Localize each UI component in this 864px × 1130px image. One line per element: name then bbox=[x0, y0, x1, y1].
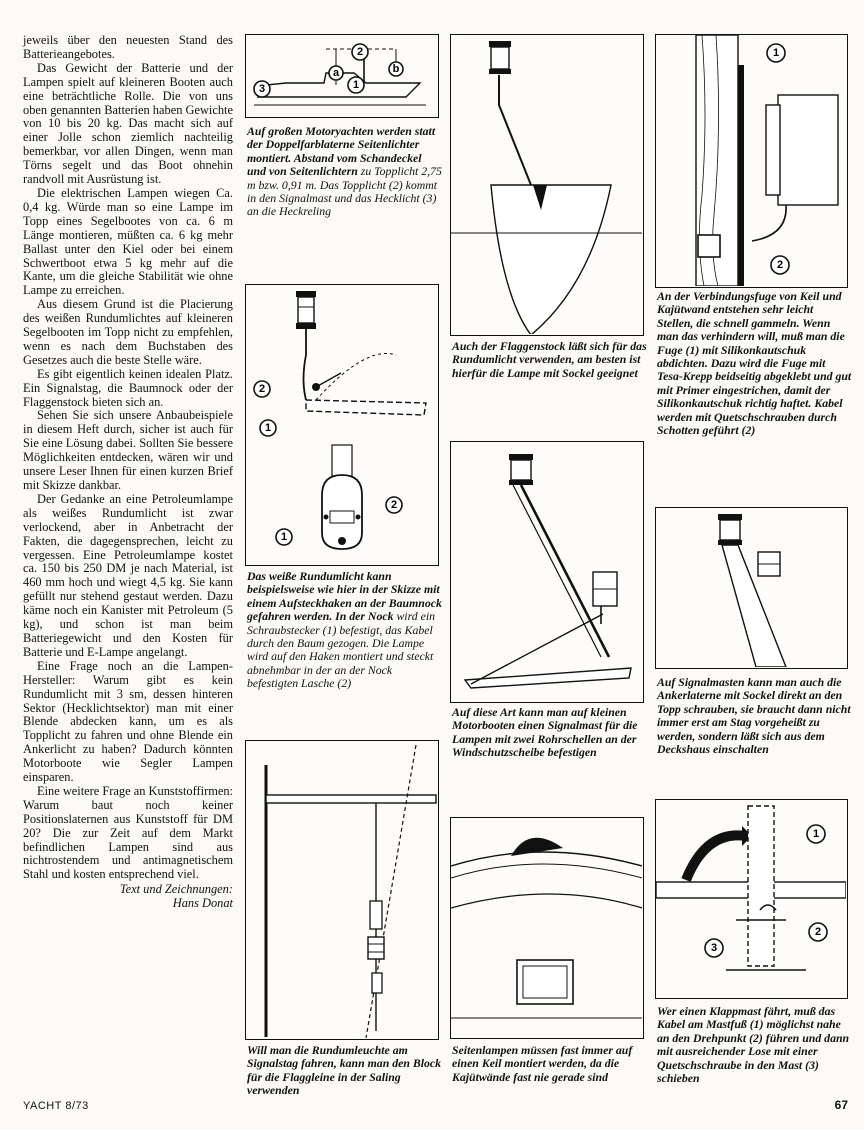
svg-text:3: 3 bbox=[258, 83, 266, 95]
article-paragraph: Es gibt eigentlich keinen idealen Platz. Ein Signalstag, die Baumnock oder der Flaggenstock bieten sich an. bbox=[23, 366, 233, 409]
marker-1 bbox=[807, 825, 825, 843]
svg-text:2: 2 bbox=[258, 383, 266, 395]
motoryacht-drawing bbox=[246, 35, 437, 116]
page-number: 67 bbox=[834, 1098, 848, 1112]
article-paragraph: Aus diesem Grund ist die Placierung des weißen Rundumlichtes auf kleineren Segelbooten im Topp nicht zu empfehlen, wenn es nach dem Buchstaben des Gesetzes auch die beste Stelle wäre. bbox=[23, 297, 233, 367]
svg-text:3: 3 bbox=[710, 942, 718, 954]
marker-1 bbox=[348, 77, 364, 93]
credit-author: Hans Donat bbox=[172, 896, 233, 911]
caption-windschutz: Auf diese Art kann man auf kleinen Motorbooten einen Signalmast für die Lampen mit zwei Rohrschellen an der Windschutzscheibe befestigen bbox=[452, 705, 638, 760]
svg-text:1: 1 bbox=[280, 531, 288, 543]
marker-2 bbox=[809, 923, 827, 941]
caption-baumnock: Das weiße Rundumlicht kann beispielsweise wie hier in der Skizze mit einem Aufsteckhaken an der Baumnock gefahren werden. In der Nock wird ein Schraubstecker (1) befestigt, das Kabel durch den Baum gezogen. Die Lampe wird auf den Haken montiert und steckt abnehmbar in der an der Nock befestigten Lasche (2) bbox=[247, 569, 442, 691]
caption-motoryacht: Auf großen Motoryachten werden statt der Doppelfarblaterne Seitenlichter montiert. Abstand vom Schandeckel und von Seitenlichtern zu Topplicht 2,75 m bzw. 0,91 m. Das Topplicht (2) kommt in den Signalmast und das Hecklicht (3) an die Heckreling bbox=[247, 124, 442, 219]
marker-2 bbox=[771, 256, 789, 274]
svg-text:2: 2 bbox=[776, 259, 784, 271]
svg-text:1: 1 bbox=[812, 828, 820, 840]
marker-1 bbox=[767, 44, 785, 62]
illustration-seitenlampen bbox=[450, 817, 644, 1039]
illustration-motoryacht bbox=[245, 34, 439, 118]
marker-b bbox=[389, 62, 403, 76]
marker-2 bbox=[352, 44, 368, 60]
klappmast-drawing bbox=[656, 800, 846, 997]
illustration-keil bbox=[655, 34, 848, 288]
svg-text:2: 2 bbox=[814, 926, 822, 938]
signalmast-drawing bbox=[656, 508, 846, 667]
caption-klappmast: Wer einen Klappmast fährt, muß das Kabel am Mastfuß (1) möglichst nahe an den Drehpunkt (2) führen und dann mit ausreichender Lose mit einer Quetschschraube in den Mast (3) schieben bbox=[657, 1004, 850, 1086]
marker-1 bbox=[276, 529, 292, 545]
article-paragraph: Der Gedanke an eine Petroleumlampe als weißes Rundumlicht ist zwar verlockend, aber in Anbetracht der Fakten, die dagegensprechen, leicht zu vergessen. Eine Petroleumlampe kostet ca. 150 bis 250 DM je nach Material, ist 460 mm hoch und wiegt 4,5 kg. Sie kann gefüllt nur stehend gestaut werden. Dazu käme noch ein Kanister mit Petroleum (5 kg), und schon ist man beim Batteriegewicht und den Kosten für Batterie und E-Lampe angelangt. bbox=[23, 491, 233, 659]
svg-text:2: 2 bbox=[356, 46, 364, 58]
caption-signalmast: Auf Signalmasten kann man auch die Ankerlaterne mit Sockel direkt an den Topp schrauben, sie braucht dann nicht immer erst am Stag vorgeheißt zu werden, sondern läßt sich aus dem Deckshaus einschalten bbox=[657, 675, 851, 757]
svg-text:2: 2 bbox=[390, 499, 398, 511]
illustration-flaggenstock bbox=[450, 34, 644, 336]
illustration-baumnock bbox=[245, 284, 439, 566]
magazine-issue: YACHT 8/73 bbox=[23, 1100, 89, 1112]
caption-keil: An der Verbindungsfuge von Keil und Kajütwand entstehen sehr leicht Stellen, die schnell gammeln. Wenn man das verhindern will, muß man die Fuge (1) mit Silikonkautschuk abdichten. Dazu wird die Fuge mit Tesa-Krepp beidseitig abgeklebt und gut mit Primer eingestrichen, damit der Silikonkautschuk richtig haftet. Kabel werden mit Quetschschrauben durch Schotten geführt (2) bbox=[657, 289, 852, 438]
article-paragraph: Die elektrischen Lampen wiegen Ca. 0,4 kg. Würde man so eine Lampe im Topp eines Segelbootes von ca. 6 m Länge montieren, müßten ca. 6 kg mehr Ballast unter den Kiel oder bei einem Schwertboot etwa 5 kg mehr auf die Kante, um die gleiche Stabilität wie ohne Lampe zu erreichen. bbox=[23, 185, 233, 298]
marker-a bbox=[329, 66, 343, 80]
illustration-saling bbox=[245, 740, 439, 1040]
marker-1 bbox=[260, 420, 276, 436]
svg-text:1: 1 bbox=[264, 422, 272, 434]
marker-3 bbox=[705, 939, 723, 957]
svg-text:1: 1 bbox=[772, 47, 780, 59]
seitenlampen-drawing bbox=[451, 818, 642, 1037]
marker-2 bbox=[386, 497, 402, 513]
article-paragraph: jeweils über den neuesten Stand des Batterieangebotes. bbox=[23, 33, 233, 61]
article-text-column bbox=[23, 34, 233, 911]
keil-drawing bbox=[656, 35, 846, 286]
article-paragraph: Eine weitere Frage an Kunststoffirmen: Warum baut noch keiner Positionslaternen aus Kunststoff für DM 20? Die zur Zeit auf dem Markt befindlichen Lampen sind aus nichtrostendem und antimagnetischem Stahl und kosten entsprechend viel. bbox=[23, 783, 233, 882]
author-credit bbox=[23, 883, 233, 911]
svg-text:1: 1 bbox=[352, 79, 360, 91]
caption-flaggenstock: Auch der Flaggenstock läßt sich für das Rundumlicht verwenden, am besten ist hierfür die Lampe mit Sockel geeignet bbox=[452, 339, 647, 380]
windschutz-drawing bbox=[451, 442, 642, 701]
illustration-signalmast bbox=[655, 507, 848, 669]
illustration-klappmast bbox=[655, 799, 848, 999]
svg-text:a: a bbox=[332, 67, 340, 79]
illustration-windschutz bbox=[450, 441, 644, 703]
caption-saling: Will man die Rundumleuchte am Signalstag fahren, kann man den Block für die Flaggleine in der Saling verwenden bbox=[247, 1043, 442, 1098]
saling-drawing bbox=[246, 741, 437, 1038]
marker-3 bbox=[254, 81, 270, 97]
article-paragraph: Das Gewicht der Batterie und der Lampen spielt auf kleineren Booten auch eine beträchtliche Rolle. Die von uns oben genannten Batterien haben Gewichte von 10 bis 20 kg. Das macht sich auf einer Jolle schon ziemlich nachteilig bemerkbar, vor allen Dingen, wenn man Törns segelt und das Boot ohnehin randvoll mit Ausrüstung ist. bbox=[23, 60, 233, 187]
article-paragraph: Sehen Sie sich unsere Anbaubeispiele in diesem Heft durch, sicher ist auch für Sie eine Lösung dabei. Sollten Sie bessere Möglichkeiten entdecken, wären wir und unsere Leser Ihnen für einen kurzen Brief mit Skizze dankbar. bbox=[23, 408, 233, 492]
credit-line: Text und Zeichnungen: bbox=[119, 882, 233, 897]
article-paragraph: Eine Frage noch an die Lampen-Hersteller: Warum gibt es kein Rundumlicht mit 3 sm, dessen hinteren Sektor (Hecklichtsektor) man mit einer Blende abdecken kann, um es als Topplicht zu fahren und ohne Blende ein Ankerlicht zu haben? Dadurch könnten Motorboote wie Segler Lampen einsparen. bbox=[23, 658, 233, 785]
baumnock-drawing bbox=[246, 285, 437, 564]
marker-2 bbox=[254, 381, 270, 397]
caption-seitenlampen: Seitenlampen müssen fast immer auf einen Keil montiert werden, da die Kajütwände fast nie gerade sind bbox=[452, 1043, 633, 1084]
svg-text:b: b bbox=[392, 63, 400, 75]
flaggenstock-drawing bbox=[451, 35, 642, 334]
